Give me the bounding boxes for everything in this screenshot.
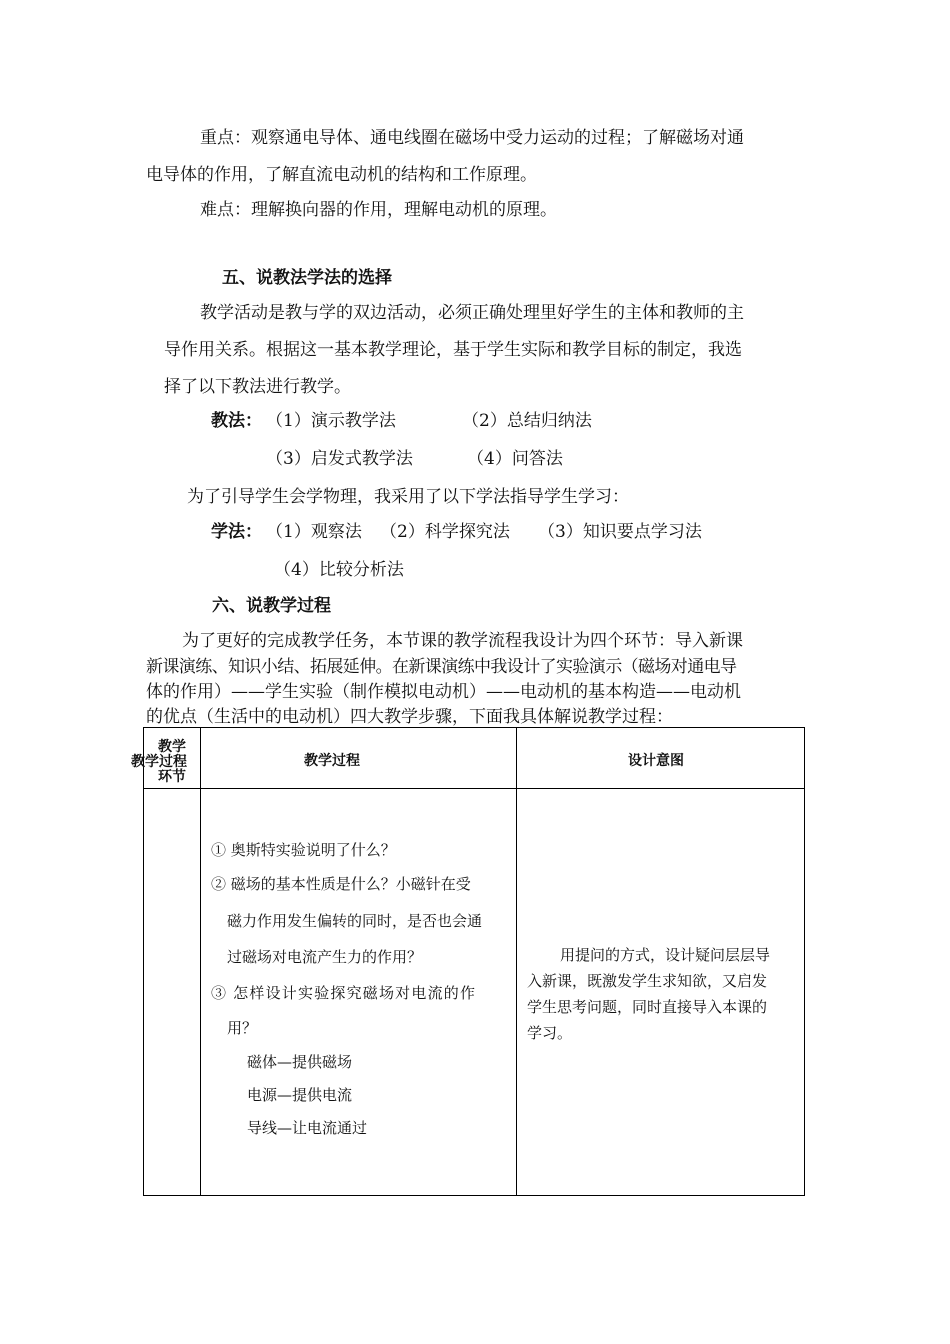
section6-para-line-2: 新课演练、知识小结、拓展延伸。在新课演练中我设计了实验演示（磁场对通电导: [146, 657, 737, 677]
focus-line-2: 电导体的作用，了解直流电动机的结构和工作原理。: [146, 165, 537, 185]
intent-line-1: 用提问的方式，设计疑问层层导: [560, 946, 771, 964]
teaching-method-3: （3）启发式教学法: [266, 449, 413, 469]
process-question-3-line-2: 用？: [227, 1019, 258, 1037]
study-method-1: （1）观察法: [266, 522, 362, 542]
difficulty-line: 难点：理解换向器的作用，理解电动机的原理。: [200, 200, 557, 220]
study-intro: 为了引导学生会学物理，我采用了以下学法指导学生学习：: [187, 487, 629, 507]
col1-header-top: 教学: [158, 739, 186, 755]
section6-heading: 六、说教学过程: [212, 596, 331, 616]
intent-line-4: 学习。: [527, 1024, 573, 1042]
section5-para-line-2: 导作用关系。根据这一基本教学理论，基于学生实际和教学目标的制定，我选: [164, 340, 742, 360]
intent-line-2: 入新课，既激发学生求知欲，又启发: [527, 972, 768, 990]
section5-para-line-1: 教学活动是教与学的双边活动，必须正确处理里好学生的主体和教师的主: [200, 303, 744, 323]
process-question-1: ① 奥斯特实验说明了什么？: [211, 841, 396, 859]
section5-heading: 五、说教法学法的选择: [222, 268, 392, 288]
teaching-method-2: （2）总结归纳法: [462, 411, 592, 431]
teaching-method-4: （4）问答法: [467, 449, 563, 469]
col1-header-overlap: 教学过程: [131, 754, 187, 770]
process-question-2-line-2: 磁力作用发生偏转的同时，是否也会通: [227, 912, 483, 930]
study-method-4: （4）比较分析法: [274, 560, 404, 580]
process-item-power: 电源—提供电流: [247, 1086, 353, 1104]
col2-header: 教学过程: [304, 753, 360, 769]
study-methods-label: 学法：: [211, 522, 262, 542]
teaching-method-1: （1）演示教学法: [266, 411, 396, 431]
section5-para-line-3: 择了以下教法进行教学。: [164, 377, 351, 397]
col1-header-bottom: 环节: [158, 769, 186, 785]
section6-para-line-3: 体的作用）——学生实验（制作模拟电动机）——电动机的基本构造——电动机: [146, 682, 741, 702]
col3-header: 设计意图: [628, 753, 684, 769]
process-question-2-line-1: ② 磁场的基本性质是什么？小磁针在受: [211, 875, 471, 893]
intent-line-3: 学生思考问题，同时直接导入本课的: [527, 998, 768, 1016]
process-question-2-line-3: 过磁场对电流产生力的作用？: [227, 948, 423, 966]
section6-para-line-4: 的优点（生活中的电动机）四大教学步骤，下面我具体解说教学过程：: [146, 707, 673, 727]
teaching-methods-label: 教法：: [211, 411, 262, 431]
process-item-wire: 导线—让电流通过: [247, 1119, 368, 1137]
process-item-magnet: 磁体—提供磁场: [247, 1053, 353, 1071]
process-question-3-line-1: ③ 怎样设计实验探究磁场对电流的作: [211, 984, 477, 1002]
study-method-3: （3）知识要点学习法: [538, 522, 702, 542]
section6-para-line-1: 为了更好的完成教学任务，本节课的教学流程我设计为四个环节：导入新课: [182, 631, 743, 651]
focus-line-1: 重点：观察通电导体、通电线圈在磁场中受力运动的过程；了解磁场对通: [200, 128, 744, 148]
study-method-2: （2）科学探究法: [380, 522, 510, 542]
